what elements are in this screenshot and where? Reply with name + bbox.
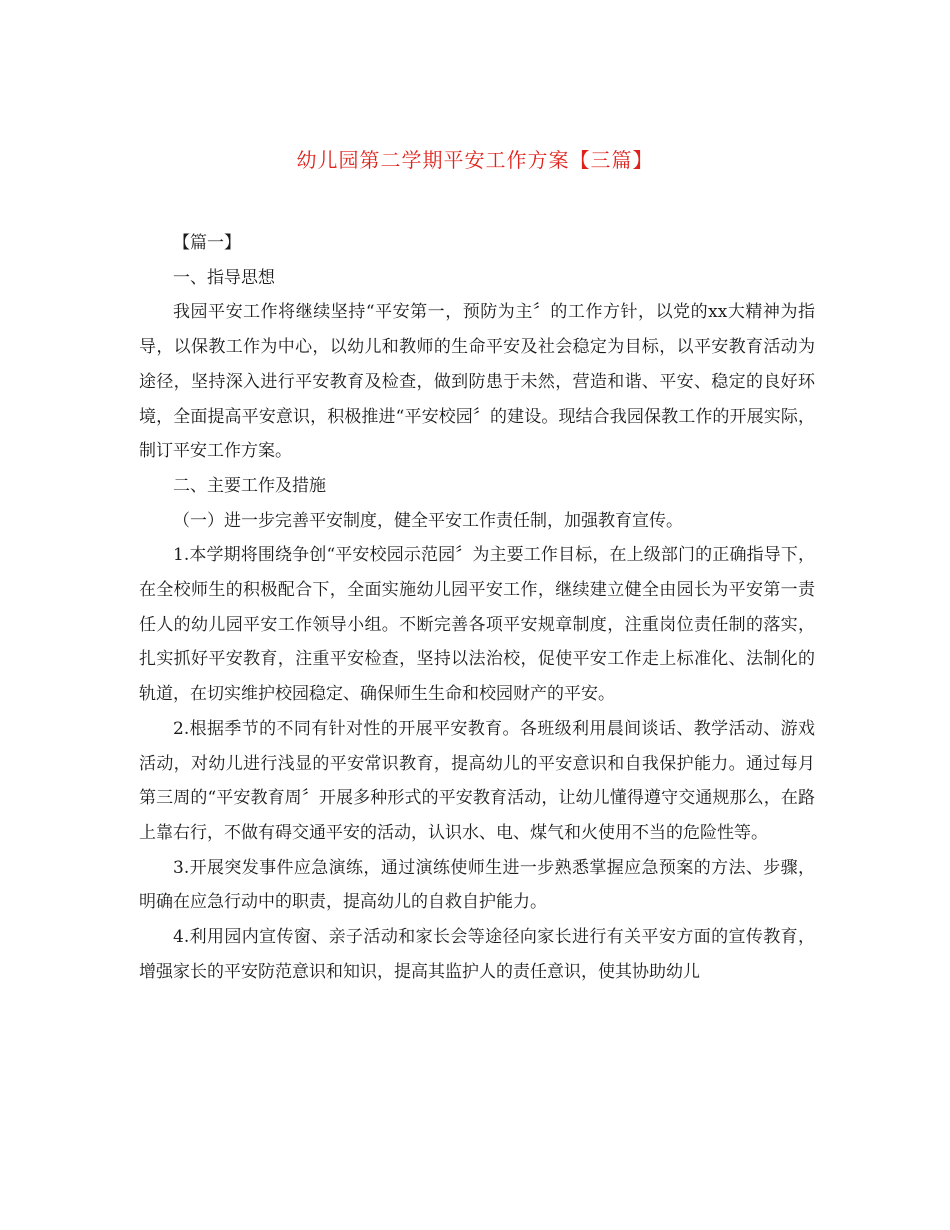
paragraph-item-3: 3.开展突发事件应急演练，通过演练使师生进一步熟悉掌握应急预案的方法、步骤，明确在应急行动中的职责，提高幼儿的自救自护能力。 bbox=[139, 857, 815, 913]
document-body bbox=[139, 226, 815, 989]
heading-main-work: 二、主要工作及措施 bbox=[173, 475, 326, 496]
paragraph-item-2: 2.根据季节的不同有针对性的开展平安教育。各班级利用晨间谈话、教学活动、游戏活动，对幼儿进行浅显的平安常识教育，提高幼儿的平安意识和自我保护能力。通过每月第三周的“平安教育周〞开展多种形式的平安教育活动，让幼儿懂得遵守交通规那么，在路上靠右行，不做有碍交通平安的活动，认识水、电、煤气和火使用不当的危险性等。 bbox=[139, 718, 815, 843]
section-heading-part-one: 【篇一】 bbox=[173, 233, 241, 253]
document-title: 幼儿园第二学期平安工作方案【三篇】 bbox=[296, 148, 654, 172]
subheading-improve-system: （一）进一步完善平安制度，健全平安工作责任制，加强教育宣传。 bbox=[173, 510, 683, 531]
paragraph-item-4: 4.利用园内宣传窗、亲子活动和家长会等途径向家长进行有关平安方面的宣传教育，增强家长的平安防范意识和知识，提高其监护人的责任意识，使其协助幼儿 bbox=[139, 927, 815, 982]
paragraph-guiding-ideology: 我园平安工作将继续坚持“平安第一，预防为主〞的工作方针，以党的xx大精神为指导，以保教工作为中心，以幼儿和教师的生命平安及社会稳定为目标，以平安教育活动为途径，坚持深入进行平安教育及检查，做到防患于未然，营造和谐、平安、稳定的良好环境，全面提高平安意识，积极推进“平安校园〞的建设。现结合我园保教工作的开展实际，制订平安工作方案。 bbox=[139, 302, 815, 462]
heading-guiding-ideology: 一、指导思想 bbox=[173, 267, 275, 288]
paragraph-item-1: 1.本学期将围绕争创“平安校园示范园〞为主要工作目标，在上级部门的正确指导下，在全校师生的积极配合下，全面实施幼儿园平安工作，继续建立健全由园长为平安第一责任人的幼儿园平安工作领导小组。不断完善各项平安规章制度，注重岗位责任制的落实，扎实抓好平安教育，注重平安检查，坚持以法治校，促使平安工作走上标准化、法制化的轨道，在切实维护校园稳定、确保师生生命和校园财产的平安。 bbox=[139, 545, 815, 705]
